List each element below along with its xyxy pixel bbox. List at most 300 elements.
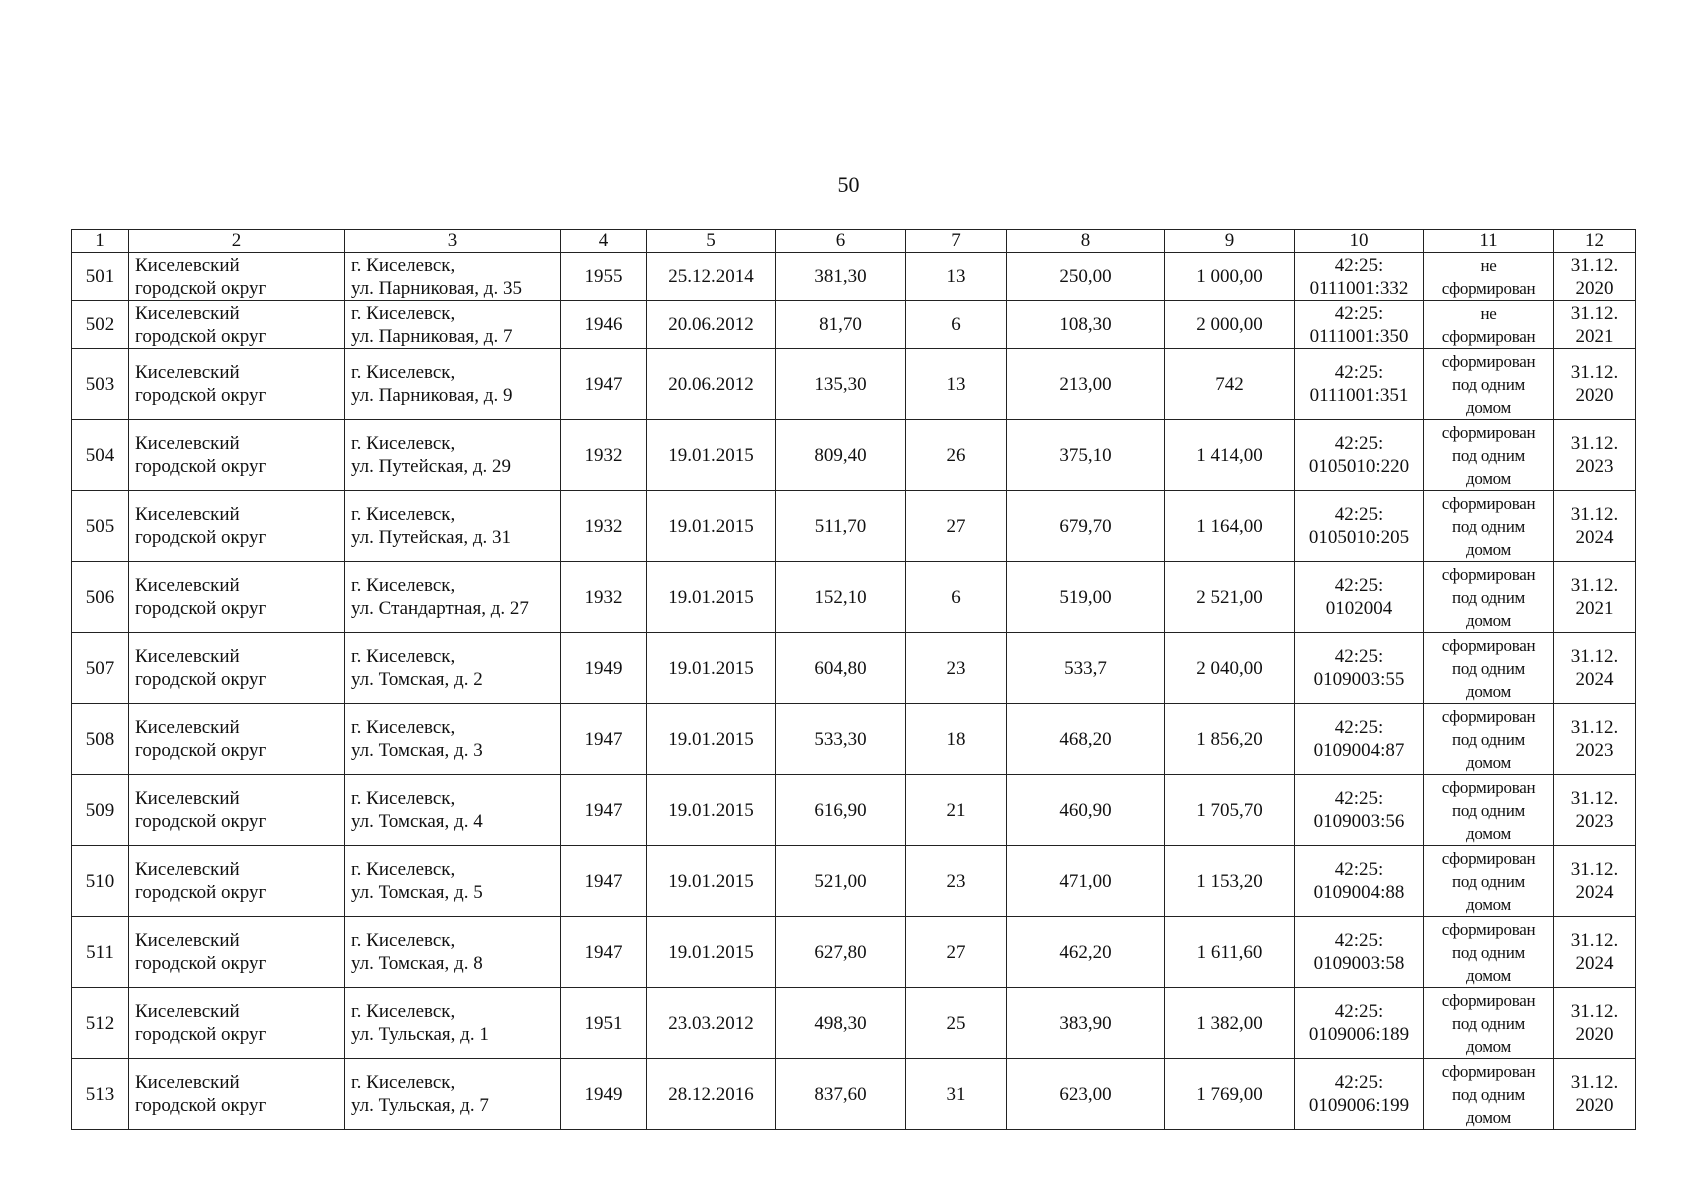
status-cell xyxy=(1424,1059,1554,1130)
address-cell xyxy=(345,253,561,301)
date-cell: 19.01.2015 xyxy=(647,420,776,491)
status-cell-line: сформирован xyxy=(1441,1061,1536,1081)
status-cell-line: под одним xyxy=(1452,800,1525,820)
area3-cell: 742 xyxy=(1165,349,1295,420)
deadline-cell-line: 31.12. xyxy=(1570,433,1619,454)
row-number: 506 xyxy=(72,562,129,633)
deadline-cell xyxy=(1554,301,1636,349)
address-cell-line: г. Киселевск, xyxy=(351,254,456,276)
column-number: 7 xyxy=(906,230,1007,253)
address-cell-line: ул. Тульская, д. 1 xyxy=(351,1024,489,1045)
municipality-cell-line: городской округ xyxy=(135,669,267,690)
area-cell: 616,90 xyxy=(776,775,906,846)
address-cell-line: г. Киселевск, xyxy=(351,788,456,809)
area2-cell: 375,10 xyxy=(1007,420,1165,491)
address-cell-line: ул. Тульская, д. 7 xyxy=(351,1095,489,1116)
municipality-cell-line: Киселевский xyxy=(135,930,240,951)
address-cell-line: ул. Томская, д. 8 xyxy=(351,953,483,974)
municipality-cell-line: городской округ xyxy=(135,882,267,903)
year-cell: 1947 xyxy=(561,775,647,846)
status-cell-line: домом xyxy=(1465,397,1512,417)
date-cell: 19.01.2015 xyxy=(647,633,776,704)
date-cell: 19.01.2015 xyxy=(647,846,776,917)
deadline-cell-line: 31.12. xyxy=(1570,788,1619,809)
count-cell: 23 xyxy=(906,846,1007,917)
status-cell-line: домом xyxy=(1465,1107,1512,1127)
date-cell: 19.01.2015 xyxy=(647,775,776,846)
deadline-cell-line: 31.12. xyxy=(1570,575,1619,596)
municipality-cell-line: городской округ xyxy=(135,598,267,619)
area2-cell: 462,20 xyxy=(1007,917,1165,988)
status-cell-line: под одним xyxy=(1452,587,1525,607)
address-cell xyxy=(345,775,561,846)
municipality-cell-line: Киселевский xyxy=(135,859,240,880)
address-cell xyxy=(345,704,561,775)
address-cell-line: г. Киселевск, xyxy=(351,302,456,324)
address-cell-line: г. Киселевск, xyxy=(351,930,456,951)
status-cell-line: домом xyxy=(1465,752,1512,772)
address-cell xyxy=(345,988,561,1059)
year-cell: 1947 xyxy=(561,704,647,775)
table-row xyxy=(72,704,1636,775)
deadline-cell-line: 2024 xyxy=(1575,669,1614,690)
municipality-cell-line: Киселевский xyxy=(135,433,240,454)
count-cell: 21 xyxy=(906,775,1007,846)
area3-cell: 2 040,00 xyxy=(1165,633,1295,704)
status-cell xyxy=(1424,917,1554,988)
cadastral-cell-line: 0109006:199 xyxy=(1308,1095,1410,1116)
address-cell xyxy=(345,491,561,562)
cadastral-cell xyxy=(1295,491,1424,562)
count-cell: 18 xyxy=(906,704,1007,775)
address-cell xyxy=(345,349,561,420)
year-cell: 1946 xyxy=(561,301,647,349)
table-row xyxy=(72,301,1636,349)
deadline-cell xyxy=(1554,917,1636,988)
count-cell: 27 xyxy=(906,917,1007,988)
address-cell-line: г. Киселевск, xyxy=(351,646,456,667)
year-cell: 1955 xyxy=(561,253,647,301)
cadastral-cell-line: 42:25: xyxy=(1334,575,1384,596)
count-cell: 26 xyxy=(906,420,1007,491)
row-number: 511 xyxy=(72,917,129,988)
area-cell: 152,10 xyxy=(776,562,906,633)
address-cell-line: ул. Парниковая, д. 35 xyxy=(351,277,522,299)
column-number: 1 xyxy=(72,230,129,253)
cadastral-cell-line: 42:25: xyxy=(1334,1001,1384,1022)
status-cell-line: домом xyxy=(1465,539,1512,559)
municipality-cell xyxy=(129,349,345,420)
cadastral-cell-line: 0109003:58 xyxy=(1313,953,1405,974)
cadastral-cell-line: 42:25: xyxy=(1334,504,1384,525)
date-cell: 23.03.2012 xyxy=(647,988,776,1059)
address-cell xyxy=(345,1059,561,1130)
area-cell: 498,30 xyxy=(776,988,906,1059)
year-cell: 1932 xyxy=(561,562,647,633)
municipality-cell xyxy=(129,420,345,491)
count-cell: 31 xyxy=(906,1059,1007,1130)
municipality-cell-line: городской округ xyxy=(135,811,267,832)
municipality-cell xyxy=(129,633,345,704)
table-row xyxy=(72,491,1636,562)
cadastral-cell-line: 0111001:332 xyxy=(1309,277,1409,299)
deadline-cell-line: 31.12. xyxy=(1570,1072,1619,1093)
municipality-cell-line: Киселевский xyxy=(135,788,240,809)
deadline-cell-line: 31.12. xyxy=(1570,646,1619,667)
table-body xyxy=(72,253,1636,1130)
address-cell-line: ул. Томская, д. 4 xyxy=(351,811,483,832)
cadastral-cell-line: 42:25: xyxy=(1334,433,1384,454)
status-cell-line: сформирован xyxy=(1441,326,1536,346)
address-cell-line: ул. Стандартная, д. 27 xyxy=(351,598,529,619)
cadastral-cell-line: 0109006:189 xyxy=(1308,1024,1410,1045)
municipality-cell xyxy=(129,704,345,775)
table-row xyxy=(72,633,1636,704)
cadastral-cell xyxy=(1295,562,1424,633)
count-cell: 23 xyxy=(906,633,1007,704)
municipality-cell-line: Киселевский xyxy=(135,362,240,383)
area-cell: 809,40 xyxy=(776,420,906,491)
row-number: 509 xyxy=(72,775,129,846)
area-cell: 533,30 xyxy=(776,704,906,775)
date-cell: 19.01.2015 xyxy=(647,491,776,562)
cadastral-cell-line: 42:25: xyxy=(1334,930,1384,951)
year-cell: 1947 xyxy=(561,349,647,420)
cadastral-cell xyxy=(1295,917,1424,988)
area3-cell: 1 000,00 xyxy=(1165,253,1295,301)
address-cell-line: г. Киселевск, xyxy=(351,504,456,525)
count-cell: 13 xyxy=(906,349,1007,420)
municipality-cell xyxy=(129,491,345,562)
status-cell xyxy=(1424,704,1554,775)
date-cell: 20.06.2012 xyxy=(647,349,776,420)
status-cell-line: не xyxy=(1480,255,1497,275)
status-cell-line: сформирован xyxy=(1441,351,1536,371)
municipality-cell-line: Киселевский xyxy=(135,646,240,667)
deadline-cell-line: 31.12. xyxy=(1570,254,1619,276)
status-cell-line: сформирован xyxy=(1441,635,1536,655)
area3-cell: 2 521,00 xyxy=(1165,562,1295,633)
area-cell: 837,60 xyxy=(776,1059,906,1130)
status-cell xyxy=(1424,420,1554,491)
area-cell: 627,80 xyxy=(776,917,906,988)
area-cell: 511,70 xyxy=(776,491,906,562)
deadline-cell xyxy=(1554,420,1636,491)
area2-cell: 468,20 xyxy=(1007,704,1165,775)
row-number: 513 xyxy=(72,1059,129,1130)
row-number: 502 xyxy=(72,301,129,349)
deadline-cell-line: 2020 xyxy=(1575,385,1614,406)
status-cell-line: сформирован xyxy=(1441,919,1536,939)
cadastral-cell-line: 0109003:56 xyxy=(1313,811,1405,832)
date-cell: 19.01.2015 xyxy=(647,917,776,988)
municipality-cell-line: городской округ xyxy=(135,385,267,406)
row-number: 507 xyxy=(72,633,129,704)
deadline-cell xyxy=(1554,562,1636,633)
address-cell-line: г. Киселевск, xyxy=(351,717,456,738)
deadline-cell xyxy=(1554,491,1636,562)
area-cell: 521,00 xyxy=(776,846,906,917)
address-cell-line: ул. Путейская, д. 31 xyxy=(351,527,511,548)
cadastral-cell xyxy=(1295,253,1424,301)
status-cell-line: под одним xyxy=(1452,516,1525,536)
municipality-cell-line: Киселевский xyxy=(135,717,240,738)
column-number: 3 xyxy=(345,230,561,253)
deadline-cell-line: 31.12. xyxy=(1570,302,1619,324)
municipality-cell xyxy=(129,301,345,349)
deadline-cell-line: 2020 xyxy=(1575,277,1614,299)
area2-cell: 460,90 xyxy=(1007,775,1165,846)
year-cell: 1949 xyxy=(561,633,647,704)
municipality-cell-line: городской округ xyxy=(135,277,267,299)
municipality-cell-line: городской округ xyxy=(135,740,267,761)
cadastral-cell-line: 42:25: xyxy=(1334,717,1384,738)
area-cell: 81,70 xyxy=(776,301,906,349)
address-cell-line: ул. Томская, д. 3 xyxy=(351,740,483,761)
status-cell-line: не xyxy=(1480,303,1497,323)
status-cell xyxy=(1424,633,1554,704)
status-cell-line: домом xyxy=(1465,610,1512,630)
municipality-cell xyxy=(129,253,345,301)
area3-cell: 1 382,00 xyxy=(1165,988,1295,1059)
table-row xyxy=(72,775,1636,846)
column-number: 2 xyxy=(129,230,345,253)
year-cell: 1932 xyxy=(561,420,647,491)
column-number: 5 xyxy=(647,230,776,253)
count-cell: 27 xyxy=(906,491,1007,562)
cadastral-cell xyxy=(1295,846,1424,917)
column-number: 10 xyxy=(1295,230,1424,253)
year-cell: 1932 xyxy=(561,491,647,562)
area2-cell: 471,00 xyxy=(1007,846,1165,917)
address-cell-line: ул. Парниковая, д. 9 xyxy=(351,385,513,406)
cadastral-cell-line: 42:25: xyxy=(1334,254,1384,276)
deadline-cell-line: 2024 xyxy=(1575,953,1614,974)
municipality-cell-line: городской округ xyxy=(135,527,267,548)
area2-cell: 519,00 xyxy=(1007,562,1165,633)
cadastral-cell xyxy=(1295,988,1424,1059)
row-number: 503 xyxy=(72,349,129,420)
area-cell: 135,30 xyxy=(776,349,906,420)
address-cell-line: ул. Путейская, д. 29 xyxy=(351,456,511,477)
year-cell: 1951 xyxy=(561,988,647,1059)
deadline-cell-line: 2024 xyxy=(1575,882,1614,903)
municipality-cell xyxy=(129,1059,345,1130)
address-cell xyxy=(345,633,561,704)
deadline-cell-line: 2020 xyxy=(1575,1024,1614,1045)
municipality-cell xyxy=(129,917,345,988)
column-number: 4 xyxy=(561,230,647,253)
address-cell-line: ул. Парниковая, д. 7 xyxy=(351,325,513,347)
address-cell xyxy=(345,846,561,917)
area2-cell: 623,00 xyxy=(1007,1059,1165,1130)
count-cell: 6 xyxy=(906,301,1007,349)
status-cell-line: сформирован xyxy=(1441,422,1536,442)
column-number: 9 xyxy=(1165,230,1295,253)
area2-cell: 533,7 xyxy=(1007,633,1165,704)
date-cell: 19.01.2015 xyxy=(647,562,776,633)
row-number: 508 xyxy=(72,704,129,775)
deadline-cell xyxy=(1554,846,1636,917)
cadastral-cell-line: 0109003:55 xyxy=(1313,669,1405,690)
deadline-cell xyxy=(1554,253,1636,301)
status-cell-line: под одним xyxy=(1452,374,1525,394)
address-cell-line: ул. Томская, д. 2 xyxy=(351,669,483,690)
area2-cell: 679,70 xyxy=(1007,491,1165,562)
count-cell: 6 xyxy=(906,562,1007,633)
status-cell-line: под одним xyxy=(1452,1084,1525,1104)
count-cell: 25 xyxy=(906,988,1007,1059)
page-number: 50 xyxy=(837,172,860,197)
municipality-cell xyxy=(129,846,345,917)
municipality-cell-line: городской округ xyxy=(135,1095,267,1116)
deadline-cell-line: 31.12. xyxy=(1570,717,1619,738)
deadline-cell xyxy=(1554,704,1636,775)
table-row xyxy=(72,917,1636,988)
status-cell-line: сформирован xyxy=(1441,278,1536,298)
area3-cell: 1 769,00 xyxy=(1165,1059,1295,1130)
row-number: 504 xyxy=(72,420,129,491)
cadastral-cell-line: 0105010:220 xyxy=(1308,456,1410,477)
municipality-cell-line: городской округ xyxy=(135,953,267,974)
table-row xyxy=(72,988,1636,1059)
address-cell xyxy=(345,917,561,988)
status-cell xyxy=(1424,253,1554,301)
municipality-cell xyxy=(129,775,345,846)
column-number: 11 xyxy=(1424,230,1554,253)
area3-cell: 1 414,00 xyxy=(1165,420,1295,491)
status-cell xyxy=(1424,988,1554,1059)
deadline-cell xyxy=(1554,633,1636,704)
deadline-cell xyxy=(1554,1059,1636,1130)
deadline-cell-line: 31.12. xyxy=(1570,504,1619,525)
cadastral-cell-line: 0109004:88 xyxy=(1313,882,1405,903)
table-row xyxy=(72,253,1636,301)
deadline-cell-line: 2023 xyxy=(1575,456,1614,477)
address-cell-line: г. Киселевск, xyxy=(351,575,456,596)
area2-cell: 108,30 xyxy=(1007,301,1165,349)
address-cell-line: ул. Томская, д. 5 xyxy=(351,882,483,903)
status-cell xyxy=(1424,562,1554,633)
status-cell xyxy=(1424,491,1554,562)
deadline-cell-line: 2020 xyxy=(1575,1095,1614,1116)
deadline-cell-line: 2024 xyxy=(1575,527,1614,548)
deadline-cell-line: 2021 xyxy=(1575,598,1614,619)
status-cell xyxy=(1424,349,1554,420)
status-cell-line: домом xyxy=(1465,681,1512,701)
area2-cell: 213,00 xyxy=(1007,349,1165,420)
cadastral-cell xyxy=(1295,1059,1424,1130)
address-cell xyxy=(345,301,561,349)
cadastral-cell-line: 42:25: xyxy=(1334,302,1384,324)
cadastral-cell-line: 42:25: xyxy=(1334,1072,1384,1093)
address-cell-line: г. Киселевск, xyxy=(351,433,456,454)
year-cell: 1949 xyxy=(561,1059,647,1130)
deadline-cell xyxy=(1554,775,1636,846)
status-cell-line: сформирован xyxy=(1441,990,1536,1010)
row-number: 505 xyxy=(72,491,129,562)
cadastral-cell-line: 0111001:350 xyxy=(1309,325,1409,347)
date-cell: 19.01.2015 xyxy=(647,704,776,775)
column-number-row xyxy=(72,230,1636,253)
area3-cell: 1 856,20 xyxy=(1165,704,1295,775)
status-cell-line: домом xyxy=(1465,1036,1512,1056)
address-cell xyxy=(345,562,561,633)
area-cell: 381,30 xyxy=(776,253,906,301)
municipality-cell-line: Киселевский xyxy=(135,1072,240,1093)
cadastral-cell-line: 42:25: xyxy=(1334,646,1384,667)
table-row xyxy=(72,349,1636,420)
status-cell-line: сформирован xyxy=(1441,848,1536,868)
deadline-cell-line: 31.12. xyxy=(1570,930,1619,951)
status-cell xyxy=(1424,301,1554,349)
status-cell-line: сформирован xyxy=(1441,493,1536,513)
column-number: 8 xyxy=(1007,230,1165,253)
cadastral-cell-line: 0111001:351 xyxy=(1309,385,1409,406)
date-cell: 28.12.2016 xyxy=(647,1059,776,1130)
table-row xyxy=(72,562,1636,633)
status-cell xyxy=(1424,846,1554,917)
area3-cell: 1 153,20 xyxy=(1165,846,1295,917)
status-cell-line: домом xyxy=(1465,965,1512,985)
area3-cell: 2 000,00 xyxy=(1165,301,1295,349)
municipality-cell-line: Киселевский xyxy=(135,1001,240,1022)
cadastral-cell xyxy=(1295,704,1424,775)
row-number: 510 xyxy=(72,846,129,917)
status-cell-line: сформирован xyxy=(1441,777,1536,797)
cadastral-cell xyxy=(1295,775,1424,846)
table-row xyxy=(72,1059,1636,1130)
municipality-cell-line: городской округ xyxy=(135,1024,267,1045)
address-cell-line: г. Киселевск, xyxy=(351,859,456,880)
area2-cell: 250,00 xyxy=(1007,253,1165,301)
table-row xyxy=(72,420,1636,491)
status-cell-line: домом xyxy=(1465,823,1512,843)
address-cell-line: г. Киселевск, xyxy=(351,1001,456,1022)
housing-registry-table xyxy=(71,229,1636,1130)
cadastral-cell xyxy=(1295,349,1424,420)
table-row xyxy=(72,846,1636,917)
area3-cell: 1 164,00 xyxy=(1165,491,1295,562)
status-cell-line: домом xyxy=(1465,894,1512,914)
status-cell-line: сформирован xyxy=(1441,706,1536,726)
deadline-cell-line: 2023 xyxy=(1575,811,1614,832)
cadastral-cell-line: 0109004:87 xyxy=(1313,740,1405,761)
status-cell-line: под одним xyxy=(1452,871,1525,891)
deadline-cell-line: 31.12. xyxy=(1570,859,1619,880)
row-number: 512 xyxy=(72,988,129,1059)
area2-cell: 383,90 xyxy=(1007,988,1165,1059)
municipality-cell-line: Киселевский xyxy=(135,254,240,276)
status-cell-line: под одним xyxy=(1452,729,1525,749)
status-cell-line: под одним xyxy=(1452,445,1525,465)
row-number: 501 xyxy=(72,253,129,301)
municipality-cell-line: городской округ xyxy=(135,325,267,347)
municipality-cell xyxy=(129,988,345,1059)
deadline-cell-line: 2021 xyxy=(1575,325,1614,347)
deadline-cell-line: 31.12. xyxy=(1570,1001,1619,1022)
municipality-cell-line: городской округ xyxy=(135,456,267,477)
status-cell-line: под одним xyxy=(1452,1013,1525,1033)
status-cell-line: домом xyxy=(1465,468,1512,488)
municipality-cell xyxy=(129,562,345,633)
municipality-cell-line: Киселевский xyxy=(135,575,240,596)
cadastral-cell xyxy=(1295,301,1424,349)
cadastral-cell xyxy=(1295,633,1424,704)
status-cell-line: сформирован xyxy=(1441,564,1536,584)
status-cell xyxy=(1424,775,1554,846)
area3-cell: 1 705,70 xyxy=(1165,775,1295,846)
